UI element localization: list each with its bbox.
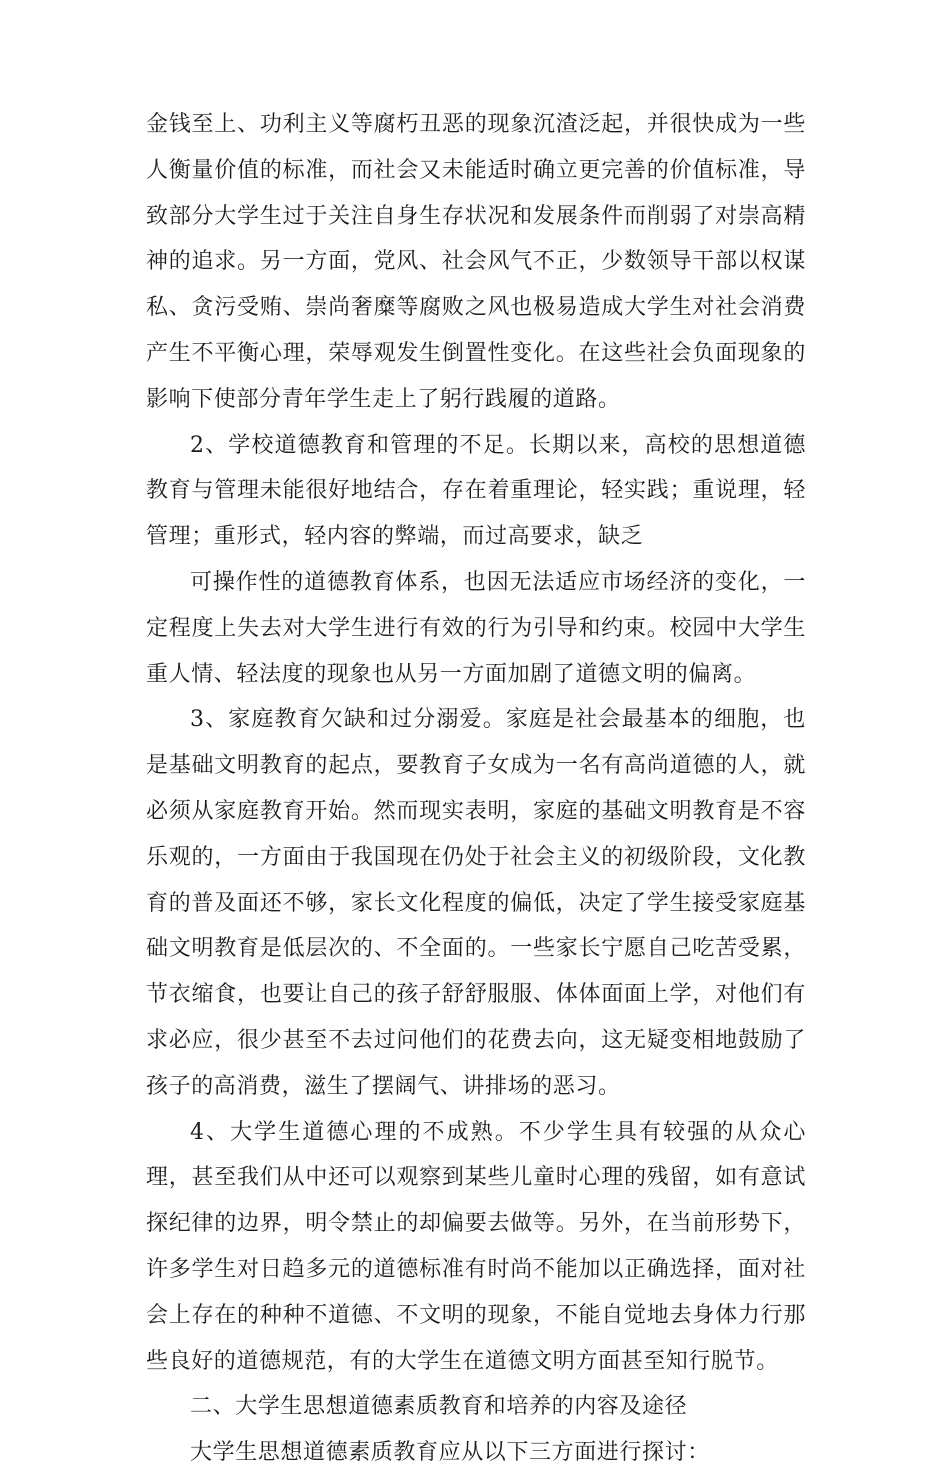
document-body: [146, 102, 806, 1476]
paragraph-1: 金钱至上、功利主义等腐朽丑恶的现象沉渣泛起，并很快成为一些人衡量价值的标准，而社会又未能适时确立更完善的价值标准，导致部分大学生过于关注自身生存状况和发展条件而削弱了对崇高精神的追求。另一方面，党风、社会风气不正，少数领导干部以权谋私、贪污受贿、崇尚奢糜等腐败之风也极易造成大学生对社会消费产生不平衡心理，荣辱观发生倒置性变化。在这些社会负面现象的影响下使部分青年学生走上了躬行践履的道路。: [146, 112, 806, 412]
section-heading: 二、大学生思想道德素质教育和培养的内容及途径: [190, 1394, 688, 1420]
paragraph-7: 大学生思想道德素质教育应从以下三方面进行探讨：: [190, 1440, 710, 1466]
paragraph-5: 4、大学生道德心理的不成熟。不少学生具有较强的从众心理，甚至我们从中还可以观察到某些儿童时心理的残留，如有意试探纪律的边界，明令禁止的却偏要去做等。另外，在当前形势下，许多学生对日趋多元的道德标准有时尚不能加以正确选择，面对社会上存在的种种不道德、不文明的现象，不能自觉地去身体力行那些良好的道德规范，有的大学生在道德文明方面甚至知行脱节。: [146, 1119, 806, 1374]
paragraph-3: 可操作性的道德教育体系，也因无法适应市场经济的变化，一定程度上失去对大学生进行有效的行为引导和约束。校园中大学生重人情、轻法度的现象也从另一方面加剧了道德文明的偏离。: [146, 569, 806, 687]
paragraph-2: 2、学校道德教育和管理的不足。长期以来，高校的思想道德教育与管理未能很好地结合，存在着重理论，轻实践；重说理，轻管理；重形式，轻内容的弊端，而过高要求，缺乏: [146, 432, 806, 550]
paragraph-4: 3、家庭教育欠缺和过分溺爱。家庭是社会最基本的细胞，也是基础文明教育的起点，要教育子女成为一名有高尚道德的人，就必须从家庭教育开始。然而现实表明，家庭的基础文明教育是不容乐观的，一方面由于我国现在仍处于社会主义的初级阶段，文化教育的普及面还不够，家长文化程度的偏低，决定了学生接受家庭基础文明教育是低层次的、不全面的。一些家长宁愿自己吃苦受累，节衣缩食，也要让自己的孩子舒舒服服、体体面面上学，对他们有求必应，很少甚至不去过问他们的花费去向，这无疑变相地鼓励了孩子的高消费，滋生了摆阔气、讲排场的恶习。: [146, 707, 806, 1099]
